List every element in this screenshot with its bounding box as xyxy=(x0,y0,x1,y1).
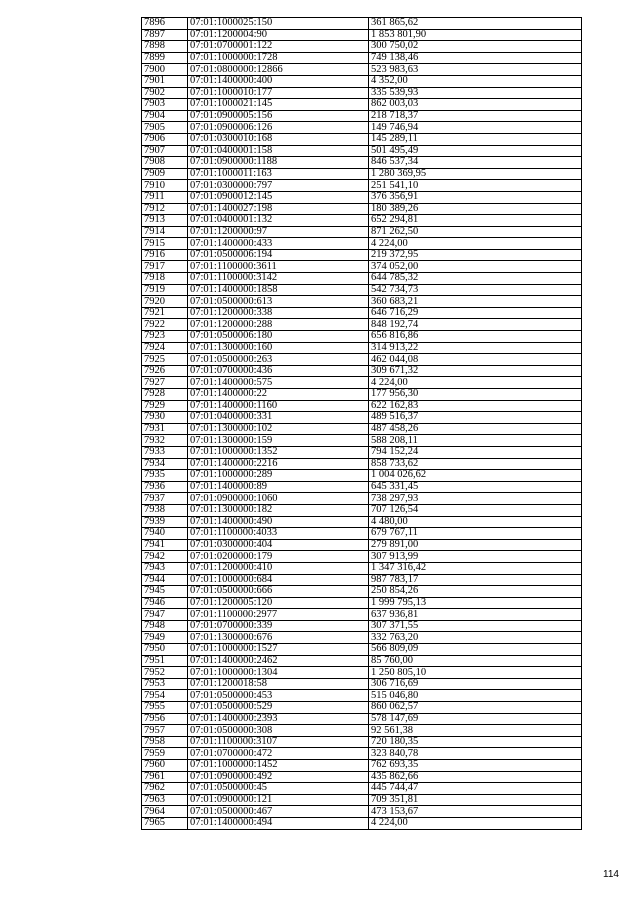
cadastral-value-cell: 445 744,47 xyxy=(369,783,582,795)
cadastral-value-cell: 300 750,02 xyxy=(369,41,582,53)
cadastral-value-cell: 720 180,35 xyxy=(369,736,582,748)
table-row xyxy=(142,133,582,145)
row-number-cell: 7905 xyxy=(142,122,188,134)
table-row xyxy=(142,609,582,621)
table-row xyxy=(142,389,582,401)
table-row xyxy=(142,331,582,343)
table-row xyxy=(142,632,582,644)
row-number-cell: 7964 xyxy=(142,806,188,818)
table-row xyxy=(142,52,582,64)
cadastral-number-cell: 07:01:1000000:1452 xyxy=(188,760,369,772)
row-number-cell: 7912 xyxy=(142,203,188,215)
cadastral-number-cell: 07:01:1000000:1728 xyxy=(188,52,369,64)
cadastral-number-cell: 07:01:1000000:684 xyxy=(188,574,369,586)
row-number-cell: 7934 xyxy=(142,458,188,470)
cadastral-number-cell: 07:01:0400001:132 xyxy=(188,215,369,227)
row-number-cell: 7910 xyxy=(142,180,188,192)
table-row xyxy=(142,64,582,76)
row-number-cell: 7924 xyxy=(142,342,188,354)
cadastral-value-cell: 251 541,10 xyxy=(369,180,582,192)
cadastral-value-cell: 1 853 801,90 xyxy=(369,29,582,41)
cadastral-number-cell: 07:01:0300000:404 xyxy=(188,539,369,551)
table-row xyxy=(142,284,582,296)
cadastral-value-cell: 306 716,69 xyxy=(369,678,582,690)
row-number-cell: 7957 xyxy=(142,725,188,737)
cadastral-value-cell: 846 537,34 xyxy=(369,157,582,169)
cadastral-number-cell: 07:01:1200000:410 xyxy=(188,562,369,574)
row-number-cell: 7937 xyxy=(142,493,188,505)
cadastral-number-cell: 07:01:1300000:159 xyxy=(188,435,369,447)
cadastral-value-cell: 860 062,57 xyxy=(369,702,582,714)
table-row xyxy=(142,249,582,261)
cadastral-number-cell: 07:01:0900000:1060 xyxy=(188,493,369,505)
cadastral-number-cell: 07:01:1000000:1304 xyxy=(188,667,369,679)
row-number-cell: 7935 xyxy=(142,470,188,482)
cadastral-value-cell: 4 224,00 xyxy=(369,377,582,389)
cadastral-number-cell: 07:01:1200000:338 xyxy=(188,307,369,319)
cadastral-value-cell: 1 347 316,42 xyxy=(369,562,582,574)
row-number-cell: 7917 xyxy=(142,261,188,273)
cadastral-number-cell: 07:01:0500006:180 xyxy=(188,331,369,343)
row-number-cell: 7921 xyxy=(142,307,188,319)
cadastral-value-cell: 219 372,95 xyxy=(369,249,582,261)
cadastral-number-cell: 07:01:1100000:3142 xyxy=(188,273,369,285)
row-number-cell: 7925 xyxy=(142,354,188,366)
cadastral-value-cell: 180 389,26 xyxy=(369,203,582,215)
table-row xyxy=(142,261,582,273)
row-number-cell: 7900 xyxy=(142,64,188,76)
cadastral-number-cell: 07:01:1000000:289 xyxy=(188,470,369,482)
table-row xyxy=(142,771,582,783)
cadastral-number-cell: 07:01:1400027:198 xyxy=(188,203,369,215)
table-row xyxy=(142,655,582,667)
table-row xyxy=(142,191,582,203)
cadastral-value-cell: 578 147,69 xyxy=(369,713,582,725)
cadastral-value-cell: 307 371,55 xyxy=(369,620,582,632)
table-row xyxy=(142,678,582,690)
cadastral-number-cell: 07:01:1400000:2216 xyxy=(188,458,369,470)
table-row xyxy=(142,504,582,516)
table-body xyxy=(142,18,582,830)
cadastral-number-cell: 07:01:1400000:2393 xyxy=(188,713,369,725)
row-number-cell: 7930 xyxy=(142,412,188,424)
cadastral-value-cell: 4 480,00 xyxy=(369,516,582,528)
table-row xyxy=(142,806,582,818)
table-row xyxy=(142,307,582,319)
row-number-cell: 7903 xyxy=(142,99,188,111)
cadastral-number-cell: 07:01:1400000:1160 xyxy=(188,400,369,412)
cadastral-value-cell: 848 192,74 xyxy=(369,319,582,331)
table-row xyxy=(142,87,582,99)
cadastral-number-cell: 07:01:1400000:490 xyxy=(188,516,369,528)
table-row xyxy=(142,725,582,737)
table-row xyxy=(142,238,582,250)
table-row xyxy=(142,412,582,424)
row-number-cell: 7952 xyxy=(142,667,188,679)
cadastral-number-cell: 07:01:1100000:3611 xyxy=(188,261,369,273)
cadastral-number-cell: 07:01:1400000:575 xyxy=(188,377,369,389)
cadastral-value-cell: 646 716,29 xyxy=(369,307,582,319)
cadastral-number-cell: 07:01:1000000:1527 xyxy=(188,644,369,656)
cadastral-number-cell: 07:01:1400000:89 xyxy=(188,481,369,493)
table-row xyxy=(142,528,582,540)
cadastral-number-cell: 07:01:1200000:97 xyxy=(188,226,369,238)
row-number-cell: 7954 xyxy=(142,690,188,702)
table-row xyxy=(142,458,582,470)
cadastral-number-cell: 07:01:1300000:182 xyxy=(188,504,369,516)
row-number-cell: 7943 xyxy=(142,562,188,574)
cadastral-number-cell: 07:01:0500000:529 xyxy=(188,702,369,714)
table-row xyxy=(142,122,582,134)
row-number-cell: 7914 xyxy=(142,226,188,238)
cadastral-value-cell: 487 458,26 xyxy=(369,423,582,435)
cadastral-value-cell: 376 356,91 xyxy=(369,191,582,203)
cadastral-value-table xyxy=(141,17,582,830)
cadastral-value-cell: 335 539,93 xyxy=(369,87,582,99)
cadastral-number-cell: 07:01:0700001:122 xyxy=(188,41,369,53)
table-row xyxy=(142,562,582,574)
table-row xyxy=(142,400,582,412)
row-number-cell: 7963 xyxy=(142,794,188,806)
table-row xyxy=(142,342,582,354)
table-row xyxy=(142,690,582,702)
table-row xyxy=(142,75,582,87)
cadastral-value-cell: 645 331,45 xyxy=(369,481,582,493)
row-number-cell: 7936 xyxy=(142,481,188,493)
row-number-cell: 7940 xyxy=(142,528,188,540)
cadastral-number-cell: 07:01:1300000:676 xyxy=(188,632,369,644)
table-row xyxy=(142,516,582,528)
cadastral-number-cell: 07:01:1000025:150 xyxy=(188,18,369,30)
row-number-cell: 7933 xyxy=(142,446,188,458)
row-number-cell: 7904 xyxy=(142,110,188,122)
cadastral-value-cell: 858 733,62 xyxy=(369,458,582,470)
cadastral-number-cell: 07:01:1300000:160 xyxy=(188,342,369,354)
cadastral-value-cell: 1 280 369,95 xyxy=(369,168,582,180)
cadastral-value-cell: 679 767,11 xyxy=(369,528,582,540)
cadastral-value-cell: 709 351,81 xyxy=(369,794,582,806)
cadastral-number-cell: 07:01:0200000:179 xyxy=(188,551,369,563)
cadastral-number-cell: 07:01:0500000:613 xyxy=(188,296,369,308)
row-number-cell: 7958 xyxy=(142,736,188,748)
cadastral-value-cell: 92 561,38 xyxy=(369,725,582,737)
cadastral-value-cell: 279 891,00 xyxy=(369,539,582,551)
cadastral-number-cell: 07:01:0700000:472 xyxy=(188,748,369,760)
cadastral-value-cell: 218 718,37 xyxy=(369,110,582,122)
cadastral-value-cell: 85 760,00 xyxy=(369,655,582,667)
row-number-cell: 7901 xyxy=(142,75,188,87)
table-row xyxy=(142,794,582,806)
cadastral-value-cell: 177 956,30 xyxy=(369,389,582,401)
cadastral-value-cell: 515 046,80 xyxy=(369,690,582,702)
row-number-cell: 7915 xyxy=(142,238,188,250)
cadastral-number-cell: 07:01:1200000:288 xyxy=(188,319,369,331)
row-number-cell: 7920 xyxy=(142,296,188,308)
row-number-cell: 7931 xyxy=(142,423,188,435)
cadastral-value-cell: 1 004 026,62 xyxy=(369,470,582,482)
table-row xyxy=(142,145,582,157)
table-row xyxy=(142,273,582,285)
cadastral-number-cell: 07:01:0500006:194 xyxy=(188,249,369,261)
row-number-cell: 7916 xyxy=(142,249,188,261)
table-row xyxy=(142,365,582,377)
cadastral-number-cell: 07:01:0900006:126 xyxy=(188,122,369,134)
cadastral-number-cell: 07:01:1100000:2977 xyxy=(188,609,369,621)
row-number-cell: 7907 xyxy=(142,145,188,157)
cadastral-number-cell: 07:01:0500000:263 xyxy=(188,354,369,366)
cadastral-value-cell: 360 683,21 xyxy=(369,296,582,308)
row-number-cell: 7927 xyxy=(142,377,188,389)
table-row xyxy=(142,736,582,748)
cadastral-value-cell: 323 840,78 xyxy=(369,748,582,760)
row-number-cell: 7932 xyxy=(142,435,188,447)
cadastral-value-cell: 307 913,99 xyxy=(369,551,582,563)
table-row xyxy=(142,29,582,41)
table-row xyxy=(142,481,582,493)
row-number-cell: 7909 xyxy=(142,168,188,180)
cadastral-value-cell: 501 495,49 xyxy=(369,145,582,157)
cadastral-value-cell: 149 746,94 xyxy=(369,122,582,134)
row-number-cell: 7944 xyxy=(142,574,188,586)
table-row xyxy=(142,760,582,772)
row-number-cell: 7959 xyxy=(142,748,188,760)
row-number-cell: 7945 xyxy=(142,586,188,598)
cadastral-number-cell: 07:01:0900012:145 xyxy=(188,191,369,203)
cadastral-value-cell: 794 152,24 xyxy=(369,446,582,458)
row-number-cell: 7939 xyxy=(142,516,188,528)
cadastral-value-cell: 749 138,46 xyxy=(369,52,582,64)
table-row xyxy=(142,180,582,192)
row-number-cell: 7962 xyxy=(142,783,188,795)
cadastral-value-cell: 637 936,81 xyxy=(369,609,582,621)
cadastral-number-cell: 07:01:0900000:1188 xyxy=(188,157,369,169)
cadastral-number-cell: 07:01:0500000:467 xyxy=(188,806,369,818)
cadastral-value-cell: 1 250 805,10 xyxy=(369,667,582,679)
cadastral-number-cell: 07:01:1200005:120 xyxy=(188,597,369,609)
table-row xyxy=(142,702,582,714)
row-number-cell: 7897 xyxy=(142,29,188,41)
cadastral-value-cell: 523 983,63 xyxy=(369,64,582,76)
cadastral-value-cell: 566 809,09 xyxy=(369,644,582,656)
cadastral-number-cell: 07:01:0500000:45 xyxy=(188,783,369,795)
row-number-cell: 7926 xyxy=(142,365,188,377)
cadastral-number-cell: 07:01:0700000:436 xyxy=(188,365,369,377)
table-row xyxy=(142,18,582,30)
row-number-cell: 7950 xyxy=(142,644,188,656)
cadastral-value-cell: 314 913,22 xyxy=(369,342,582,354)
cadastral-value-cell: 762 693,35 xyxy=(369,760,582,772)
cadastral-number-cell: 07:01:1400000:22 xyxy=(188,389,369,401)
cadastral-number-cell: 07:01:0900000:121 xyxy=(188,794,369,806)
row-number-cell: 7908 xyxy=(142,157,188,169)
cadastral-number-cell: 07:01:1200004:90 xyxy=(188,29,369,41)
table-row xyxy=(142,319,582,331)
cadastral-number-cell: 07:01:0900005:156 xyxy=(188,110,369,122)
cadastral-number-cell: 07:01:0300010:168 xyxy=(188,133,369,145)
cadastral-number-cell: 07:01:0400000:331 xyxy=(188,412,369,424)
row-number-cell: 7929 xyxy=(142,400,188,412)
cadastral-number-cell: 07:01:0300000:797 xyxy=(188,180,369,192)
cadastral-number-cell: 07:01:1200018:58 xyxy=(188,678,369,690)
table-row xyxy=(142,539,582,551)
cadastral-value-cell: 871 262,50 xyxy=(369,226,582,238)
row-number-cell: 7965 xyxy=(142,817,188,829)
table-row xyxy=(142,586,582,598)
table-row xyxy=(142,644,582,656)
cadastral-value-cell: 707 126,54 xyxy=(369,504,582,516)
table-row xyxy=(142,110,582,122)
cadastral-number-cell: 07:01:1100000:3107 xyxy=(188,736,369,748)
cadastral-number-cell: 07:01:1000021:145 xyxy=(188,99,369,111)
row-number-cell: 7896 xyxy=(142,18,188,30)
cadastral-value-cell: 588 208,11 xyxy=(369,435,582,447)
cadastral-value-cell: 4 224,00 xyxy=(369,238,582,250)
table-row xyxy=(142,551,582,563)
cadastral-value-cell: 738 297,93 xyxy=(369,493,582,505)
row-number-cell: 7913 xyxy=(142,215,188,227)
row-number-cell: 7951 xyxy=(142,655,188,667)
cadastral-value-cell: 145 289,11 xyxy=(369,133,582,145)
table-row xyxy=(142,296,582,308)
cadastral-value-cell: 4 224,00 xyxy=(369,817,582,829)
cadastral-value-cell: 309 671,32 xyxy=(369,365,582,377)
cadastral-number-cell: 07:01:1000011:163 xyxy=(188,168,369,180)
cadastral-number-cell: 07:01:0500000:453 xyxy=(188,690,369,702)
cadastral-value-cell: 489 516,37 xyxy=(369,412,582,424)
table-row xyxy=(142,435,582,447)
row-number-cell: 7947 xyxy=(142,609,188,621)
table-row xyxy=(142,783,582,795)
row-number-cell: 7941 xyxy=(142,539,188,551)
row-number-cell: 7953 xyxy=(142,678,188,690)
cadastral-number-cell: 07:01:0700000:339 xyxy=(188,620,369,632)
cadastral-number-cell: 07:01:1300000:102 xyxy=(188,423,369,435)
table-row xyxy=(142,157,582,169)
row-number-cell: 7955 xyxy=(142,702,188,714)
cadastral-number-cell: 07:01:0800000:12866 xyxy=(188,64,369,76)
cadastral-value-cell: 462 044,08 xyxy=(369,354,582,366)
cadastral-value-cell: 987 783,17 xyxy=(369,574,582,586)
cadastral-value-cell: 332 763,20 xyxy=(369,632,582,644)
table-row xyxy=(142,446,582,458)
table-row xyxy=(142,203,582,215)
table-row xyxy=(142,574,582,586)
table-row xyxy=(142,215,582,227)
table-row xyxy=(142,597,582,609)
table-row xyxy=(142,423,582,435)
cadastral-number-cell: 07:01:0500000:308 xyxy=(188,725,369,737)
table-row xyxy=(142,713,582,725)
table-row xyxy=(142,470,582,482)
cadastral-number-cell: 07:01:0500000:666 xyxy=(188,586,369,598)
row-number-cell: 7928 xyxy=(142,389,188,401)
cadastral-value-cell: 862 003,03 xyxy=(369,99,582,111)
table-row xyxy=(142,226,582,238)
cadastral-value-cell: 473 153,67 xyxy=(369,806,582,818)
row-number-cell: 7956 xyxy=(142,713,188,725)
row-number-cell: 7922 xyxy=(142,319,188,331)
cadastral-value-cell: 435 862,66 xyxy=(369,771,582,783)
cadastral-number-cell: 07:01:1000010:177 xyxy=(188,87,369,99)
cadastral-value-cell: 361 865,62 xyxy=(369,18,582,30)
cadastral-number-cell: 07:01:1400000:400 xyxy=(188,75,369,87)
cadastral-number-cell: 07:01:1400000:1858 xyxy=(188,284,369,296)
cadastral-value-cell: 1 999 795,13 xyxy=(369,597,582,609)
row-number-cell: 7946 xyxy=(142,597,188,609)
cadastral-value-cell: 622 162,83 xyxy=(369,400,582,412)
cadastral-number-cell: 07:01:1100000:4033 xyxy=(188,528,369,540)
table-row xyxy=(142,168,582,180)
row-number-cell: 7898 xyxy=(142,41,188,53)
cadastral-number-cell: 07:01:0400001:158 xyxy=(188,145,369,157)
table-row xyxy=(142,354,582,366)
cadastral-value-cell: 4 352,00 xyxy=(369,75,582,87)
table-row xyxy=(142,748,582,760)
cadastral-value-cell: 652 294,81 xyxy=(369,215,582,227)
table-row xyxy=(142,377,582,389)
cadastral-number-cell: 07:01:1400000:433 xyxy=(188,238,369,250)
table-row xyxy=(142,493,582,505)
row-number-cell: 7918 xyxy=(142,273,188,285)
table-row xyxy=(142,667,582,679)
cadastral-value-cell: 656 816,86 xyxy=(369,331,582,343)
table-row xyxy=(142,41,582,53)
cadastral-number-cell: 07:01:1400000:494 xyxy=(188,817,369,829)
row-number-cell: 7902 xyxy=(142,87,188,99)
cadastral-value-cell: 374 052,00 xyxy=(369,261,582,273)
table-row xyxy=(142,620,582,632)
cadastral-value-cell: 542 734,73 xyxy=(369,284,582,296)
row-number-cell: 7938 xyxy=(142,504,188,516)
cadastral-number-cell: 07:01:1400000:2462 xyxy=(188,655,369,667)
row-number-cell: 7919 xyxy=(142,284,188,296)
row-number-cell: 7942 xyxy=(142,551,188,563)
cadastral-value-cell: 250 854,26 xyxy=(369,586,582,598)
row-number-cell: 7961 xyxy=(142,771,188,783)
cadastral-value-cell: 644 785,32 xyxy=(369,273,582,285)
row-number-cell: 7899 xyxy=(142,52,188,64)
row-number-cell: 7948 xyxy=(142,620,188,632)
page-number: 114 xyxy=(603,869,619,880)
cadastral-number-cell: 07:01:1000000:1352 xyxy=(188,446,369,458)
table-row xyxy=(142,99,582,111)
row-number-cell: 7949 xyxy=(142,632,188,644)
row-number-cell: 7960 xyxy=(142,760,188,772)
table-row xyxy=(142,817,582,829)
row-number-cell: 7906 xyxy=(142,133,188,145)
cadastral-number-cell: 07:01:0900000:492 xyxy=(188,771,369,783)
row-number-cell: 7911 xyxy=(142,191,188,203)
row-number-cell: 7923 xyxy=(142,331,188,343)
